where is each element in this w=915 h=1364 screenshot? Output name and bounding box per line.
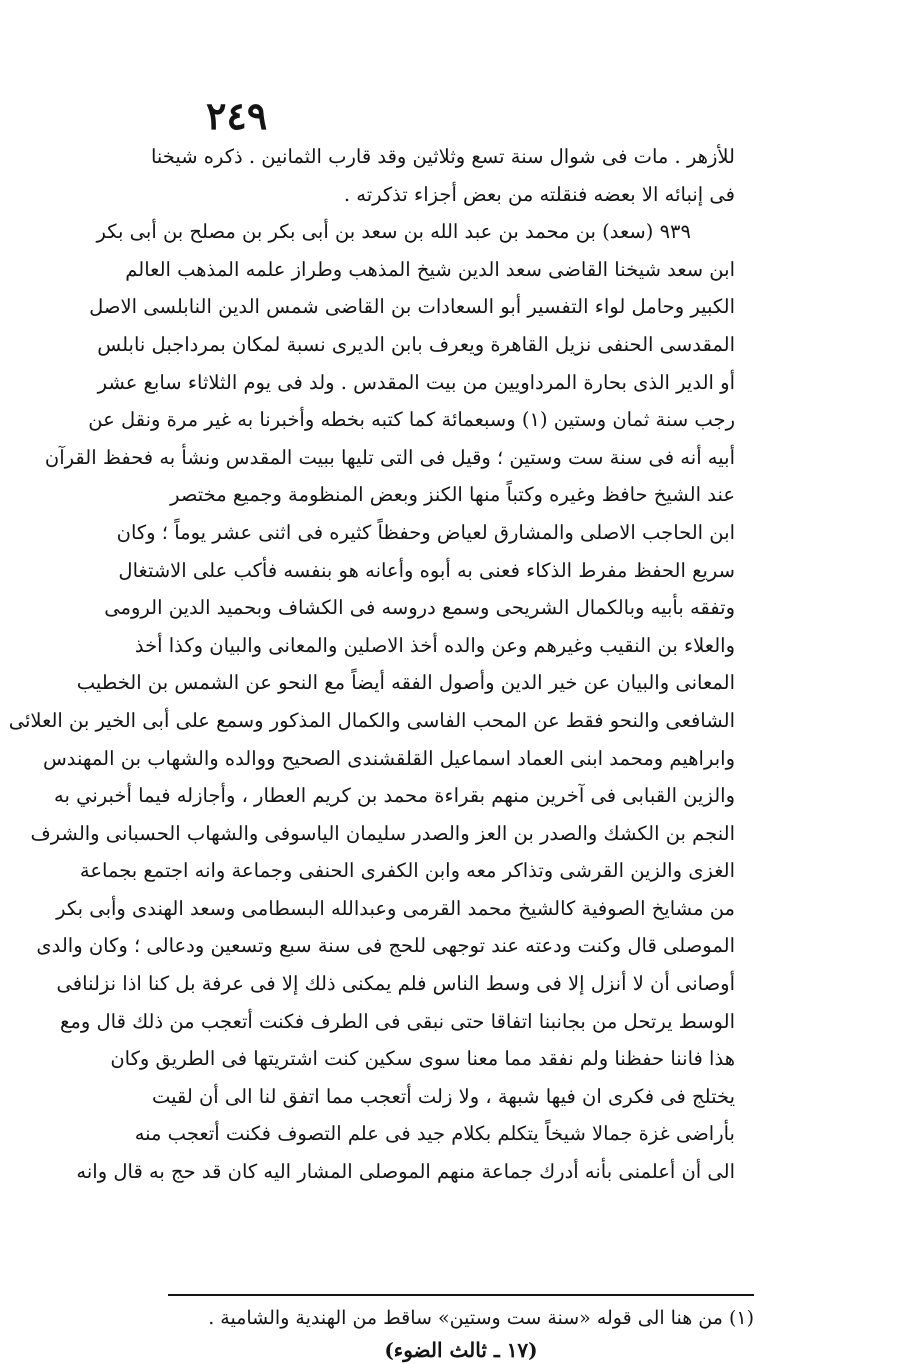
text-line: عند الشيخ حافظ وغيره وكتباً منها الكنز وبعض المنظومة وجميع مختصر bbox=[170, 483, 735, 507]
text-line: فى إنبائه الا بعضه فنقلته من بعض أجزاء تذكرته . bbox=[343, 182, 735, 206]
text-line: رجب سنة ثمان وستين (١) وسبعمائة كما كتبه بخطه وأخبرنا به غير مرة ونقل عن bbox=[88, 408, 735, 432]
page-number: ٢٤٩ bbox=[206, 93, 268, 138]
text-line: وتفقه بأبيه وبالكمال الشريحى وسمع دروسه فى الكشاف وبحميد الدين الرومى bbox=[104, 596, 735, 620]
text-line: والعلاء بن النقيب وغيرهم وعن والده أخذ الاصلين والمعانى والبيان وكذا أخذ bbox=[134, 633, 735, 657]
footnote: (١) من هنا الى قوله «سنة ست وستين» ساقط من الهندية والشامية . bbox=[208, 1307, 754, 1329]
text-line: يختلج فى فكرى ان فيها شبهة ، ولا زلت أتعجب مما اتفق لنا الى أن لقيت bbox=[151, 1084, 735, 1108]
text-line: الكبير وحامل لواء التفسير أبو السعادات بن القاضى شمس الدين النابلسى الاصل bbox=[89, 295, 735, 319]
main-text bbox=[8, 138, 735, 1191]
text-line: من مشايخ الصوفية كالشيخ محمد القرمى وعبدالله البسطامى وسعد الهندى وأبى بكر bbox=[56, 896, 735, 920]
text-line: المقدسى الحنفى نزيل القاهرة ويعرف بابن الديرى نسبة لمكان بمرداجبل نابلس bbox=[97, 332, 735, 356]
text-line: أو الدير الذى بحارة المرداويين من بيت المقدس . ولد فى يوم الثلاثاء سابع عشر bbox=[97, 370, 735, 394]
text-line: الى أن أعلمنى بأنه أدرك جماعة منهم الموصلى المشار اليه كان قد حج به قال وانه bbox=[76, 1160, 735, 1184]
text-line: أبيه أنه فى سنة ست وستين ؛ وقيل فى التى تليها ببيت المقدس ونشأ به فحفظ القرآن bbox=[44, 445, 735, 469]
text-line: أوصانى أن لا أنزل إلا فى وسط الناس فلم يمكنى ذلك إلا فى عرفة بل كنا اذا نزلنافى bbox=[56, 972, 735, 996]
text-line: بأراضى غزة جمالا شيخاً يتكلم بكلام جيد فى علم التصوف فكنت أتعجب منه bbox=[134, 1122, 735, 1146]
entry-heading-line: ٩٣٩ (سعد) بن محمد بن عبد الله بن سعد بن أبى بكر بن مصلح بن أبى بكر bbox=[96, 220, 691, 244]
text-line: ابن الحاجب الاصلى والمشارق لعياض وحفظاً كثيره فى اثنى عشر يوماً ؛ وكان bbox=[116, 520, 735, 544]
footnote-divider bbox=[168, 1294, 754, 1296]
text-line: والزين القبابى فى آخرين منهم بقراءة محمد بن كريم العطار ، وأجازله فيما أخبرني به bbox=[54, 784, 735, 808]
text-line: سريع الحفظ مفرط الذكاء فعنى به أبوه وأعانه هو بنفسه فأكب على الاشتغال bbox=[118, 558, 735, 582]
text-line: الغزى والزين القرشى وتذاكر معه وابن الكفرى الحنفى وجماعة وانه اجتمع بجماعة bbox=[79, 859, 735, 883]
text-line: المعانى والبيان عن خير الدين وأصول الفقه أيضاً مع النحو عن الشمس بن الخطيب bbox=[76, 671, 735, 695]
signature-mark: (١٧ ـ ثالث الضوء) bbox=[384, 1338, 538, 1362]
text-line: الوسط يرتحل من بجانبنا اتفاقا حتى نبقى فى الطرف فكنت أتعجب من ذلك قال ومع bbox=[60, 1009, 735, 1033]
text-line: ابن سعد شيخنا القاضى سعد الدين شيخ المذهب وطراز علمه المذهب العالم bbox=[125, 257, 735, 281]
text-line: وابراهيم ومحمد ابنى العماد اسماعيل القلقشندى الصحيح ووالده والشهاب بن المهندس bbox=[42, 746, 735, 770]
text-line: الموصلى قال وكنت ودعته عند توجهى للحج فى سنة سبع وتسعين ودعالى ؛ وكان والدى bbox=[36, 934, 735, 958]
text-line: للأزهر . مات فى شوال سنة تسع وثلاثين وقد قارب الثمانين . ذكره شيخنا bbox=[150, 145, 735, 168]
text-line: هذا فاننا حفظنا ولم نفقد مما معنا سوى سكين كنت اشتريتها فى الطريق وكان bbox=[110, 1047, 735, 1071]
text-line: الشافعى والنحو فقط عن المحب الفاسى والكمال المذكور وسمع على أبى الخير بن العلائى bbox=[8, 708, 735, 732]
text-line: النجم بن الكشك والصدر بن العز والصدر سليمان الياسوفى والشهاب الحسبانى والشرف bbox=[30, 821, 735, 845]
